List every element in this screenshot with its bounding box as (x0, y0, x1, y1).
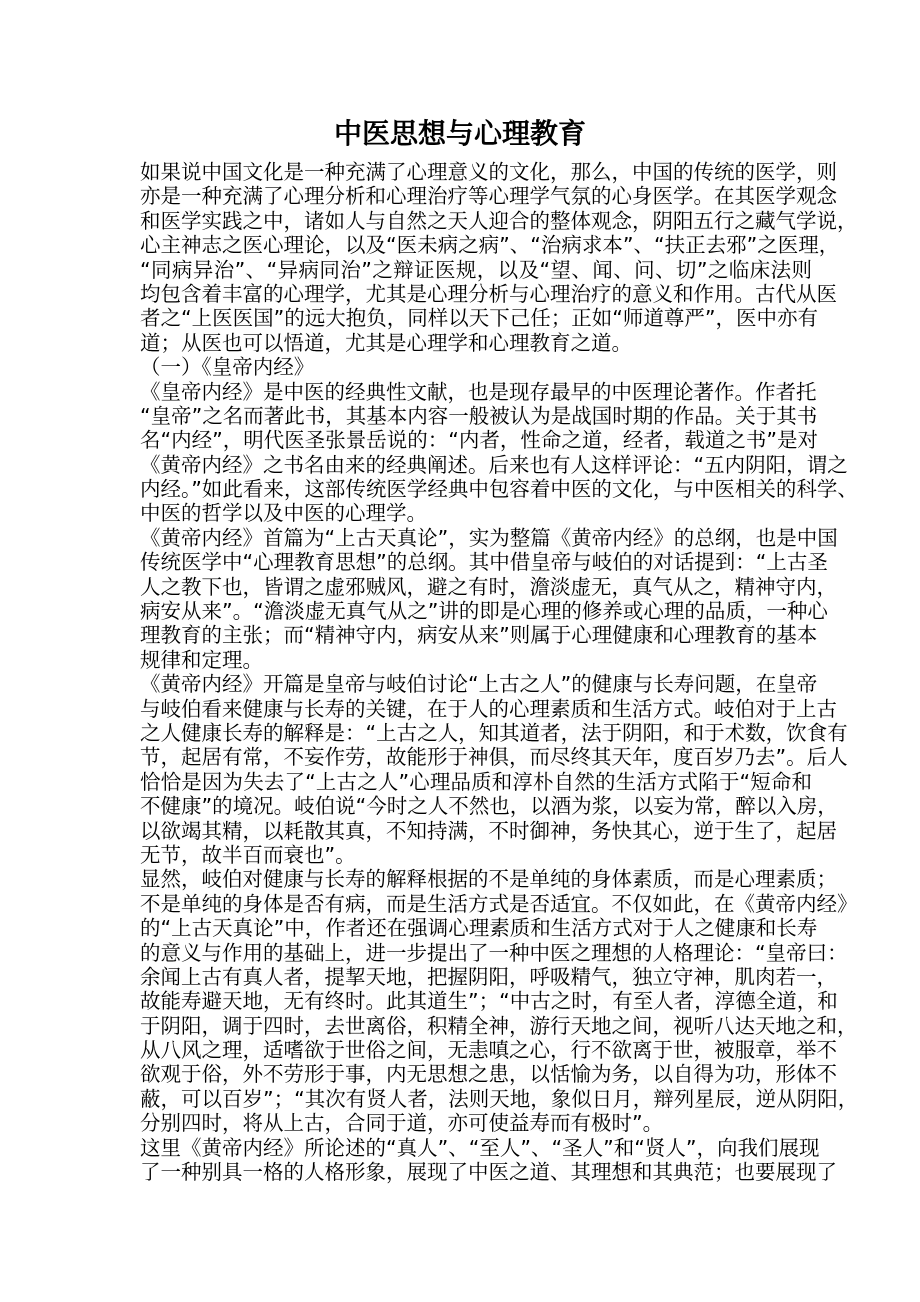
paragraph-line: 显然，岐伯对健康与长寿的解释根据的不是单纯的身体素质，而是心理素质； (140, 867, 837, 892)
paragraph-line: 从八风之理，适嗜欲于世俗之间，无恚嗔之心，行不欲离于世，被服章，举不 (140, 1038, 837, 1063)
paragraph-line: 不健康”的境况。岐伯说“今时之人不然也，以酒为浆，以妄为常，醉以入房， (140, 794, 838, 819)
paragraph-line: 亦是一种充满了心理分析和心理治疗等心理学气氛的心身医学。在其医学观念 (140, 184, 837, 209)
paragraph-line: 传统医学中“心理教育思想”的总纲。其中借皇帝与岐伯的对话提到：“上古圣 (140, 550, 828, 575)
paragraph-line: 故能寿避天地，无有终时。此其道生”；“中古之时，有至人者，淳德全道，和 (140, 989, 838, 1014)
paragraph-line: 名“内经”，明代医圣张景岳说的：“内者，性命之道，经者，载道之书”是对 (140, 428, 818, 453)
paragraph-line: 《皇帝内经》是中医的经典性文献，也是现存最早的中医理论著作。作者托 (140, 379, 817, 404)
paragraph-line: 均包含着丰富的心理学，尤其是心理分析与心理治疗的意义和作用。古代从医 (140, 281, 837, 306)
paragraph-line: 道；从医也可以悟道，尤其是心理学和心理教育之道。 (140, 330, 632, 355)
paragraph-line: 与岐伯看来健康与长寿的关键，在于人的心理素质和生活方式。岐伯对于上古 (140, 696, 837, 721)
paragraph-line: 《黄帝内经》首篇为“上古天真论”，实为整篇《黄帝内经》的总纲，也是中国 (140, 525, 838, 550)
document-title: 中医思想与心理教育 (333, 117, 586, 150)
paragraph-line: 的意义与作用的基础上，进一步提出了一种中医之理想的人格理论：“皇帝曰： (140, 940, 848, 965)
paragraph-line: 恰恰是因为失去了“上古之人”心理品质和淳朴自然的生活方式陷于“短命和 (140, 769, 812, 794)
paragraph-line: “皇帝”之名而著此书，其基本内容一般被认为是战国时期的作品。关于其书 (140, 403, 818, 428)
paragraph-line: 规律和定理。 (140, 647, 263, 672)
paragraph-line: 人之教下也，皆谓之虚邪贼风，避之有时，澹淡虚无，真气从之，精神守内， (140, 574, 837, 599)
paragraph-line: 无节，故半百而衰也”。 (140, 842, 356, 867)
paragraph-line: 节，起居有常，不妄作劳，故能形于神俱，而尽终其天年，度百岁乃去”。后人 (140, 745, 848, 770)
paragraph-line: “同病异治”、“异病同治”之辩证医规，以及“望、闻、问、切”之临床法则 (140, 257, 812, 282)
paragraph-line: 之人健康长寿的解释是：“上古之人，知其道者，法于阴阳，和于术数，饮食有 (140, 720, 848, 745)
paragraph-line: 《黄帝内经》之书名由来的经典阐述。后来也有人这样评论：“五内阴阳，谓之 (140, 452, 848, 477)
paragraph-line: 蔽，可以百岁”；“其次有贤人者，法则天地，象似日月，辩列星辰，逆从阴阳， (140, 1086, 859, 1111)
paragraph-line: 这里《黄帝内经》所论述的“真人”、“至人”、“圣人”和“贤人”，向我们展现 (140, 1135, 820, 1160)
paragraph-line: 了一种别具一格的人格形象，展现了中医之道、其理想和其典范；也要展现了 (140, 1160, 837, 1185)
document-body (140, 160, 859, 1185)
section-heading: （一）《皇帝内经》 (140, 355, 315, 380)
paragraph-line: 以欲竭其精，以耗散其真，不知持满，不时御神，务快其心，逆于生了，起居 (140, 818, 837, 843)
paragraph-line: 者之“上医医国”的远大抱负，同样以天下己任；正如“师道尊严”，医中亦有 (140, 306, 818, 331)
paragraph-line: 分别四时，将从上古，合同于道，亦可使益寿而有极时”。 (140, 1111, 664, 1136)
paragraph-line: 如果说中国文化是一种充满了心理意义的文化，那么，中国的传统的医学，则 (140, 160, 837, 184)
paragraph-line: 理教育的主张；而“精神守内，病安从来”则属于心理健康和心理教育的基本 (140, 623, 818, 648)
paragraph-line: 余闻上古有真人者，提挈天地，把握阴阳，呼吸精气，独立守神，肌肉若一， (140, 964, 837, 989)
paragraph-line: 病安从来”。“澹淡虚无真气从之”讲的即是心理的修养或心理的品质，一种心 (140, 599, 828, 624)
paragraph-line: 和医学实践之中，诸如人与自然之天人迎合的整体观念，阴阳五行之藏气学说， (140, 208, 858, 233)
paragraph-line: 《黄帝内经》开篇是皇帝与岐伯讨论“上古之人”的健康与长寿问题，在皇帝 (140, 672, 818, 697)
paragraph-line: 于阴阳，调于四时，去世离俗，积精全神，游行天地之间，视听八达天地之和， (140, 1013, 858, 1038)
paragraph-line: 中医的哲学以及中医的心理学。 (140, 501, 427, 526)
paragraph-line: 不是单纯的身体是否有病，而是生活方式是否适宜。不仅如此，在《黄帝内经》 (140, 891, 858, 916)
paragraph-line: 心主神志之医心理论，以及“医未病之病”、“治病求本”、“扶正去邪”之医理， (140, 233, 840, 258)
paragraph-line: 内经。”如此看来，这部传统医学经典中包容着中医的文化，与中医相关的科学、 (140, 477, 858, 502)
paragraph-line: 的“上古天真论”中，作者还在强调心理素质和生活方式对于人之健康和长寿 (140, 916, 818, 941)
paragraph-line: 欲观于俗，外不劳形于事，内无思想之患，以恬愉为务，以自得为功，形体不 (140, 1062, 837, 1087)
